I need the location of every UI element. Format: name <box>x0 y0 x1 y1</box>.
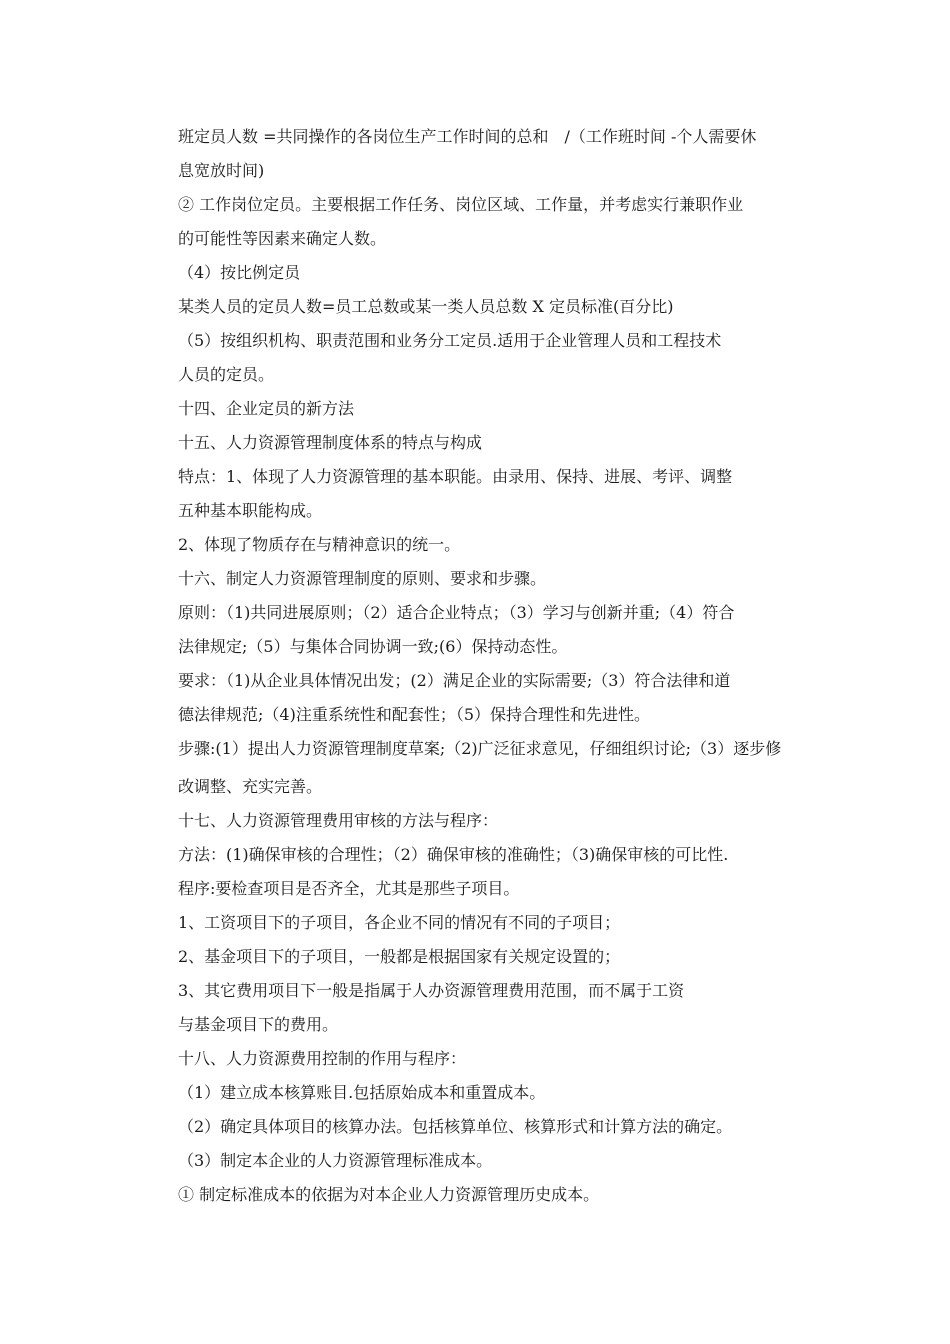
text-line: 息宽放时间) <box>178 161 265 180</box>
text-line: 某类人员的定员人数=员工总数或某一类人员总数 X 定员标准(百分比) <box>178 297 674 316</box>
text-line: 与基金项目下的费用。 <box>178 1015 339 1034</box>
text-line: 2、基金项目下的子项目，一般都是根据国家有关规定设置的； <box>178 947 621 966</box>
text-line: （3）制定本企业的人力资源管理标准成本。 <box>178 1151 493 1170</box>
text-line: 1、工资项目下的子项目，各企业不同的情况有不同的子项目； <box>178 913 621 932</box>
text-line: （5）按组织机构、职责范围和业务分工定员.适用于企业管理人员和工程技术 <box>178 331 722 350</box>
text-line: 2、体现了物质存在与精神意识的统一。 <box>178 535 461 554</box>
text-line: 人员的定员。 <box>178 365 275 384</box>
text-line: 方法：(1)确保审核的合理性；（2）确保审核的准确性；（3)确保审核的可比性. <box>178 845 729 864</box>
text-line: 3、其它费用项目下一般是指属于人办资源管理费用范围，而不属于工资 <box>178 981 685 1000</box>
text-line: 班定员人数 =共同操作的各岗位生产工作时间的总和 /（工作班时间 -个人需要休 <box>178 127 757 146</box>
text-line: 步骤:(1）提出人力资源管理制度草案;（2)广泛征求意见，仔细组织讨论;（3）逐步修 <box>178 739 782 758</box>
text-line: （2）确定具体项目的核算办法。包括核算单位、核算形式和计算方法的确定。 <box>178 1117 733 1136</box>
text-line: 程序:要检查项目是否齐全，尤其是那些子项目。 <box>178 879 520 898</box>
section-heading: 十四、企业定员的新方法 <box>178 399 355 418</box>
document-body <box>178 124 828 1216</box>
text-line: 特点：1、体现了人力资源管理的基本职能。由录用、保持、进展、考评、调整 <box>178 467 733 486</box>
text-line: ① 制定标准成本的依据为对本企业人力资源管理历史成本。 <box>178 1185 600 1204</box>
text-line: （1）建立成本核算账目.包括原始成本和重置成本。 <box>178 1083 546 1102</box>
text-line: 要求：（1)从企业具体情况出发；(2）满足企业的实际需要;（3）符合法律和道 <box>178 671 731 690</box>
text-line: 法律规定;（5）与集体合同协调一致;(6）保持动态性。 <box>178 637 568 656</box>
section-heading: 十五、人力资源管理制度体系的特点与构成 <box>178 433 483 452</box>
section-heading: 十六、制定人力资源管理制度的原则、要求和步骤。 <box>178 569 547 588</box>
text-line: 五种基本职能构成。 <box>178 501 323 520</box>
text-line: 的可能性等因素来确定人数。 <box>178 229 387 248</box>
text-line: （4）按比例定员 <box>178 263 301 282</box>
text-line: 德法律规范;（4)注重系统性和配套性；（5）保持合理性和先进性。 <box>178 705 650 724</box>
text-line: 原则：（1)共同进展原则；（2）适合企业特点；（3）学习与创新并重;（4）符合 <box>178 603 735 622</box>
text-line: ② 工作岗位定员。主要根据工作任务、岗位区域、工作量，并考虑实行兼职作业 <box>178 195 744 214</box>
section-heading: 十八、人力资源费用控制的作用与程序： <box>178 1049 467 1068</box>
section-heading: 十七、人力资源管理费用审核的方法与程序： <box>178 811 499 830</box>
text-line: 改调整、充实完善。 <box>178 777 323 796</box>
